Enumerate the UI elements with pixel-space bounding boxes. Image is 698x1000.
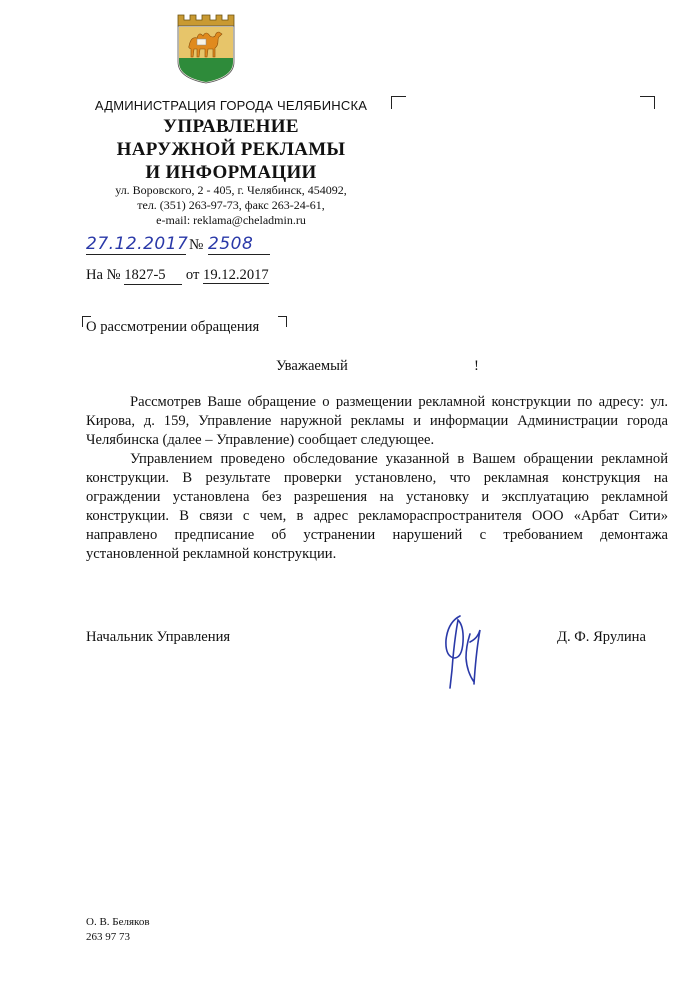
body-paragraph-2: Управлением проведено обследование указанной в Вашем обращении рекламной конструкции. В результате проверки установлено, что рекламная конструкция на ограждении установлена без разрешения на установку и эксплуатацию рекламной конструкции. В связи с чем, в адрес рекламораспространителя ООО «Арбат Сити» направлено предписание об устранении нарушений с требованием демонтажа установленной рекламной конструкции. bbox=[86, 451, 668, 562]
greeting-exclamation: ! bbox=[474, 358, 479, 374]
signatory-position: Начальник Управления bbox=[86, 629, 231, 645]
administration-name: АДМИНИСТРАЦИЯ ГОРОДА ЧЕЛЯБИНСКА bbox=[94, 98, 368, 113]
addressee-corner-right bbox=[640, 96, 655, 109]
department-phone: тел. (351) 263-97-73, факс 263-24-61, bbox=[137, 198, 325, 212]
executor-name: О. В. Беляков bbox=[86, 916, 150, 928]
addressee-corner-left bbox=[391, 96, 406, 109]
subject-corner-right bbox=[278, 316, 287, 327]
registration-number: 2508 bbox=[208, 234, 270, 255]
department-email: e-mail: reklama@cheladmin.ru bbox=[156, 213, 306, 227]
letter-body bbox=[86, 393, 668, 564]
greeting: Уважаемый bbox=[276, 358, 348, 374]
coat-of-arms-emblem bbox=[175, 12, 237, 84]
registration-number-sign: № bbox=[189, 237, 204, 253]
reply-date: 19.12.2017 bbox=[203, 267, 269, 283]
signatory-name: Д. Ф. Ярулина bbox=[557, 629, 646, 645]
department-title-line-1: УПРАВЛЕНИЕ bbox=[163, 116, 299, 137]
department-address: ул. Воровского, 2 - 405, г. Челябинск, 454092, bbox=[115, 183, 347, 197]
reply-from-label: от bbox=[185, 267, 200, 283]
letter-subject: О рассмотрении обращения bbox=[86, 319, 260, 335]
executor-phone: 263 97 73 bbox=[86, 931, 130, 943]
department-title-line-2: НАРУЖНОЙ РЕКЛАМЫ bbox=[116, 139, 346, 160]
registration-line bbox=[86, 234, 286, 258]
reply-prefix: На № bbox=[86, 267, 121, 283]
registration-date: 27.12.2017 bbox=[86, 234, 189, 254]
body-paragraph-1: Рассмотрев Ваше обращение о размещении рекламной конструкции по адресу: ул. Кирова, д. 159, Управление наружной рекламы и информации Администрации города Челябинска (далее – Управление) сообщает следующее. bbox=[86, 394, 668, 448]
handwritten-signature bbox=[430, 612, 500, 692]
reply-number: 1827-5 bbox=[124, 267, 182, 285]
reply-reference bbox=[86, 267, 269, 285]
department-title-line-3: И ИНФОРМАЦИИ bbox=[145, 162, 317, 183]
